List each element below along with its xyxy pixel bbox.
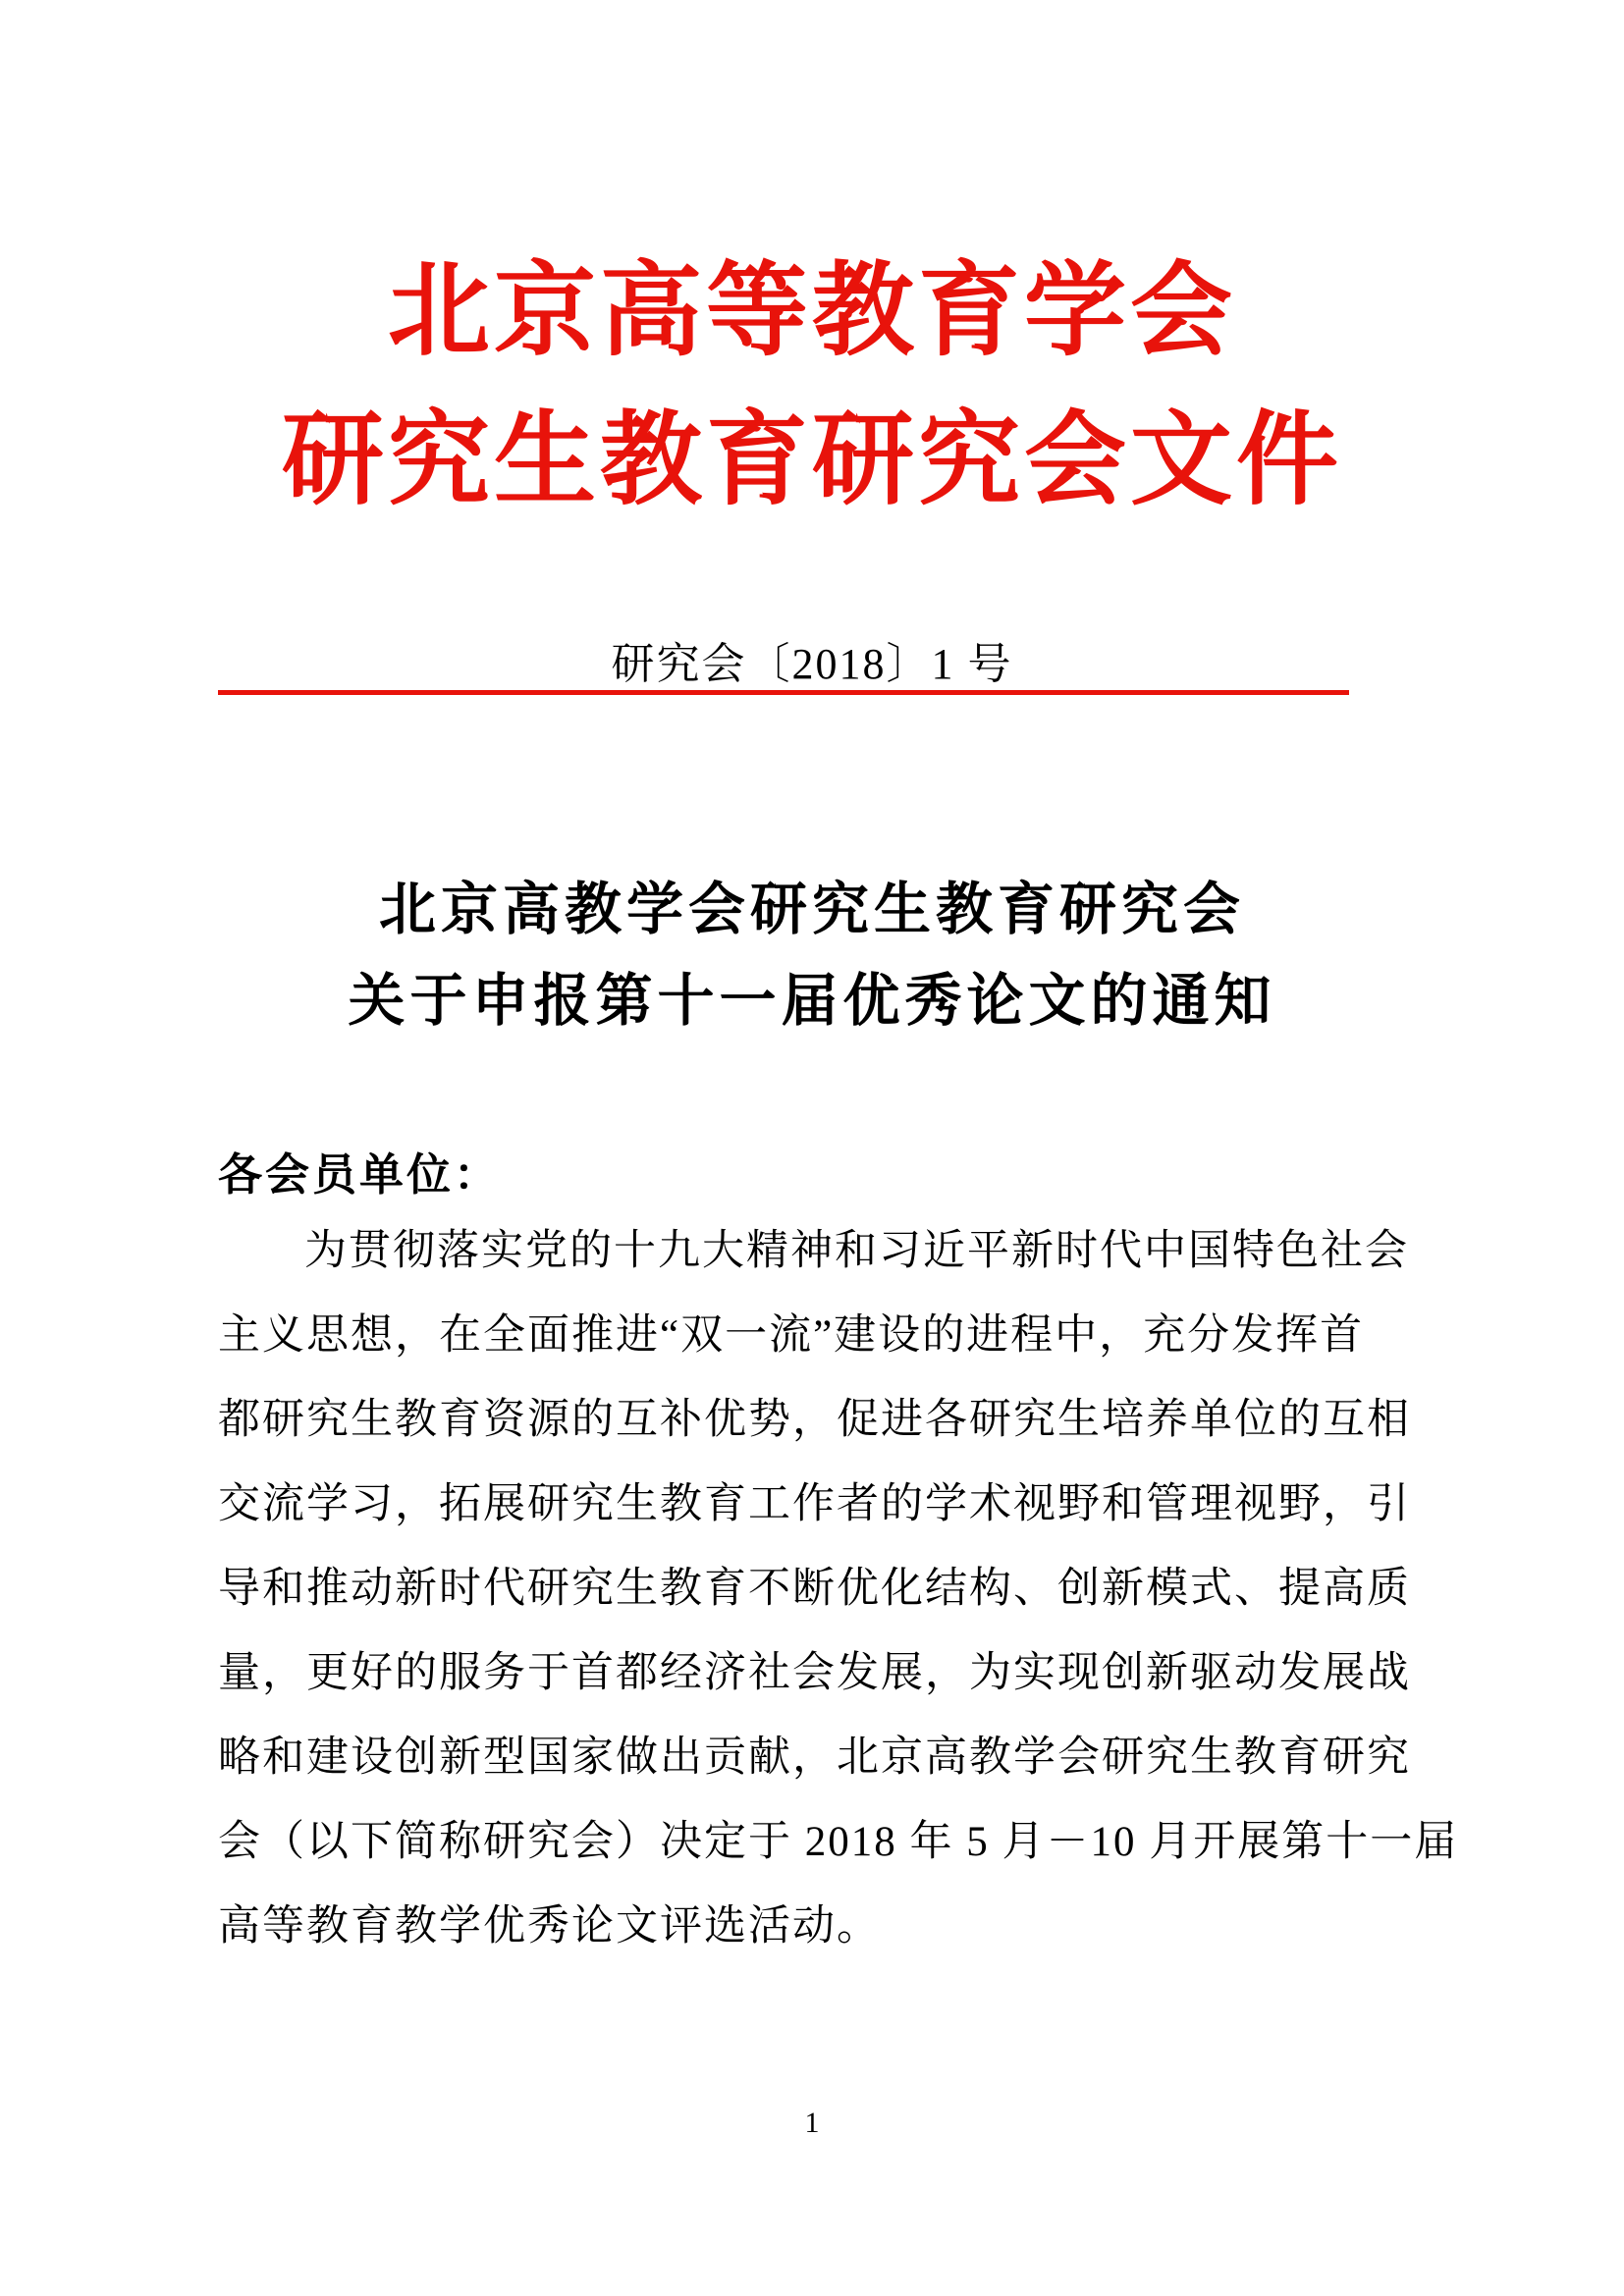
body-line: 会（以下简称研究会）决定于 2018 年 5 月－10 月开展第十一届 <box>218 1819 1459 1865</box>
body-line: 导和推动新时代研究生教育不断优化结构、创新模式、提高质 <box>218 1566 1411 1612</box>
notice-title-line1: 北京高教学会研究生教育研究会 <box>378 878 1245 941</box>
salutation: 各会员单位： <box>218 1150 502 1200</box>
document-header-title <box>0 238 1624 536</box>
body-line: 量，更好的服务于首都经济社会发展，为实现创新驱动发展战 <box>218 1650 1411 1696</box>
header-title-line1: 北京高等教育学会 <box>387 255 1236 368</box>
body-line: 高等教育教学优秀论文评选活动。 <box>218 1903 881 1949</box>
red-divider-rule <box>218 690 1349 695</box>
body-line: 为贯彻落实党的十九大精神和习近平新时代中国特色社会 <box>304 1228 1409 1274</box>
notice-title <box>0 864 1624 1046</box>
notice-title-line2: 关于申报第十一届优秀论文的通知 <box>348 969 1276 1033</box>
body-line: 主义思想，在全面推进“双一流”建设的进程中，充分发挥首 <box>218 1312 1365 1359</box>
document-number: 研究会〔2018〕1 号 <box>611 640 1013 688</box>
page-number: 1 <box>804 2107 820 2139</box>
body-line: 交流学习，拓展研究生教育工作者的学术视野和管理视野，引 <box>218 1481 1411 1527</box>
body-paragraph <box>218 1209 1459 1969</box>
body-line: 都研究生教育资源的互补优势，促进各研究生培养单位的互相 <box>218 1397 1411 1443</box>
body-line: 略和建设创新型国家做出贡献，北京高教学会研究生教育研究 <box>218 1735 1411 1781</box>
header-title-line2: 研究生教育研究会文件 <box>281 404 1342 517</box>
